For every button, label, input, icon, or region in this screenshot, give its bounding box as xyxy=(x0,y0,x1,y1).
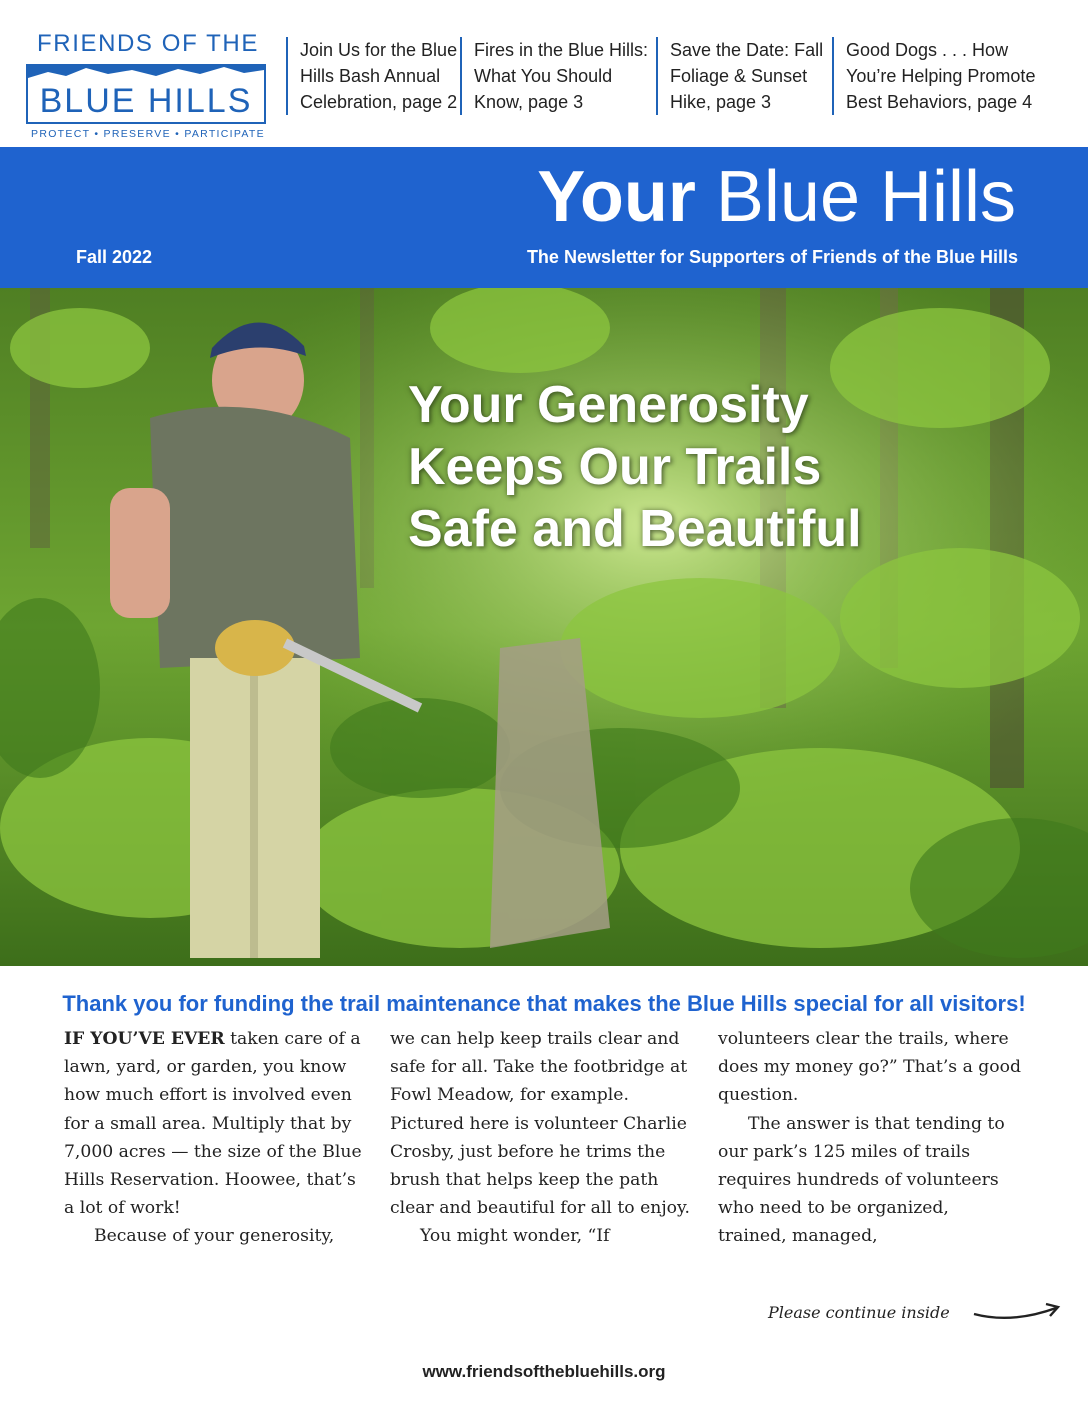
issue-season: Fall 2022 xyxy=(76,247,153,267)
logo-badge xyxy=(26,64,266,124)
article-paragraph: volunteers clear the trails, where does my money go?” That’s a good question. xyxy=(718,1029,1021,1106)
article-lead-in: IF YOU’VE EVER xyxy=(64,1029,225,1049)
newsletter-title xyxy=(537,157,1016,237)
cover-headline xyxy=(408,374,1068,560)
continue-inside-link[interactable]: Please continue inside xyxy=(768,1303,950,1322)
logo-main-text: BLUE HILLS xyxy=(39,82,253,120)
article-column-3 xyxy=(718,1025,1022,1251)
teaser-line: Save the Date: Fall xyxy=(670,40,824,60)
article-column-1 xyxy=(64,1025,366,1251)
headline-line: Your Generosity xyxy=(408,376,809,434)
arrow-right-icon xyxy=(972,1300,1062,1324)
headline-line: Keeps Our Trails xyxy=(408,438,822,496)
title-bold: Your xyxy=(537,157,696,237)
teaser-fires[interactable] xyxy=(460,37,654,115)
website-url[interactable]: www.friendsofthebluehills.org xyxy=(422,1362,666,1381)
teaser-line: Hike, page 3 xyxy=(670,92,772,112)
teaser-line: Join Us for the Blue xyxy=(300,40,458,60)
logo xyxy=(26,30,270,140)
masthead-banner xyxy=(0,147,1088,288)
teaser-line: Best Behaviors, page 4 xyxy=(846,92,1033,112)
title-rest: Blue Hills xyxy=(715,157,1016,237)
article-text: taken care of a lawn, yard, or garden, you know how much effort is involved even for a small area. Multiply that by 7,000 acres — the size of the Blue Hills Reservation. Hoowee, that’s a lot of work! xyxy=(64,1029,362,1219)
teaser-line: Know, page 3 xyxy=(474,92,584,112)
teaser-line: Foliage & Sunset xyxy=(670,66,808,86)
teaser-line: Fires in the Blue Hills: xyxy=(474,40,649,60)
teaser-line: Good Dogs . . . How xyxy=(846,40,1009,60)
thank-you-tagline: Thank you for funding the trail maintenance that makes the Blue Hills special for all visitors! xyxy=(62,991,1026,1016)
teaser-line: Hills Bash Annual xyxy=(300,66,441,86)
teaser-bash[interactable] xyxy=(286,37,458,115)
teaser-line: What You Should xyxy=(474,66,613,86)
logo-top-text: FRIENDS OF THE xyxy=(37,30,259,57)
logo-tagline: PROTECT • PRESERVE • PARTICIPATE xyxy=(31,128,265,140)
headline-line: Safe and Beautiful xyxy=(408,500,862,558)
article-paragraph: Because of your generosity, xyxy=(94,1226,335,1247)
article-paragraph xyxy=(64,1025,366,1222)
newsletter-subtitle: The Newsletter for Supporters of Friends of the Blue Hills xyxy=(526,247,1018,267)
article-paragraph: You might wonder, “If xyxy=(420,1226,610,1247)
teaser-hike[interactable] xyxy=(656,37,828,115)
article-paragraph: we can help keep trails clear and safe for all. Take the footbridge at Fowl Meadow, for example. Pictured here is volunteer Charlie Crosby, just before he trims the brush that helps keep the path clear and beautiful for all to enjoy. xyxy=(390,1029,690,1219)
teaser-line: You’re Helping Promote xyxy=(846,66,1036,86)
teaser-dogs[interactable] xyxy=(832,37,1062,115)
article-paragraph: The answer is that tending to our park’s 125 miles of trails requires hundreds of volunteers who need to be organized, trained, managed, xyxy=(718,1113,1005,1247)
article-column-2 xyxy=(390,1025,694,1251)
teaser-line: Celebration, page 2 xyxy=(300,92,458,112)
